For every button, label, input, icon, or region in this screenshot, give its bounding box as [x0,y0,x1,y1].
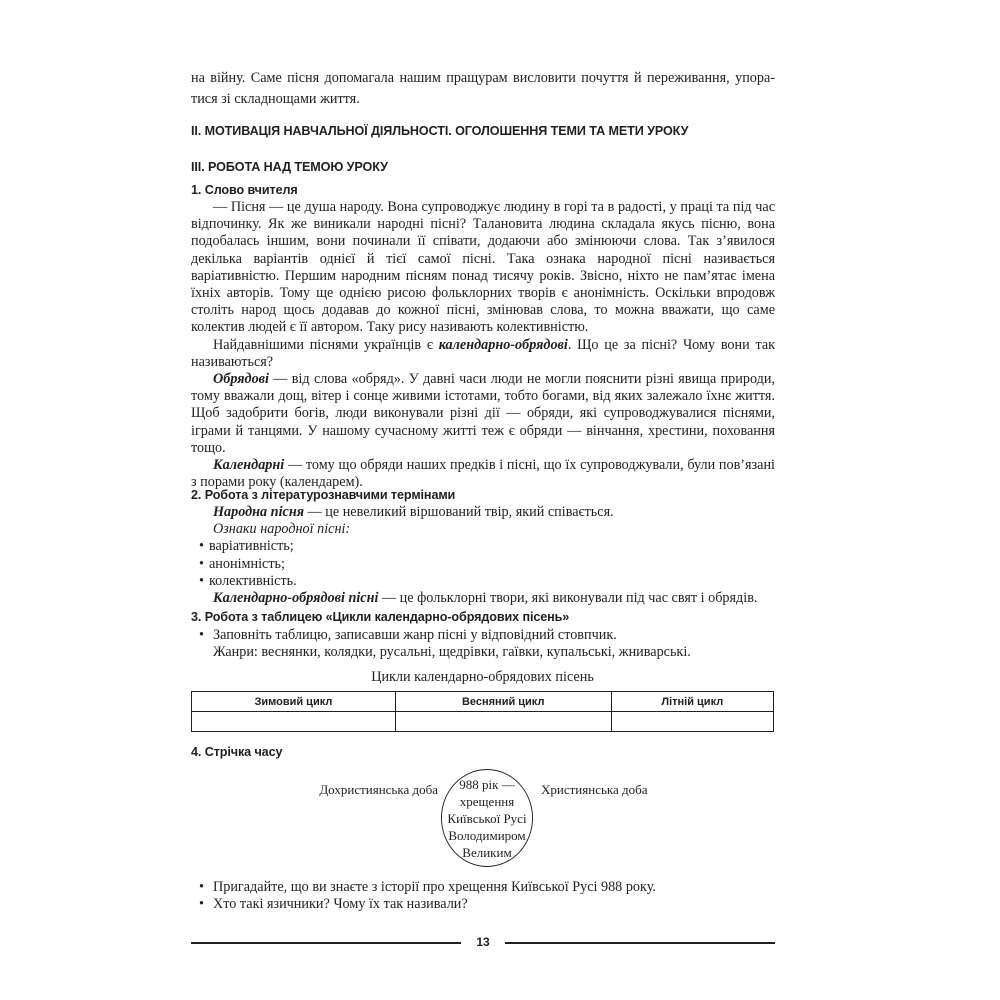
questions-list [191,879,775,913]
timeline-line: Київської Русі [447,811,527,826]
paragraph-song-soul: — Пісня — це душа народу. Вона супроводжує людину в горі та в радості, у праці та під час відпочинку. Як же виникали народні пісні? Талановита людина складала якусь пісню, вона подобалась іншим, вони починали її співати, додаючи або змінюючи слова. Так з’явилося декілька варіантів однієї й тієї самої пісні. Така ознака народної пісні називається варіативністю. Першим народним пісням понад тисячу років. Звісно, ніхто не пам’ятає імена їхніх авторів. Тому ще однією рисою фольклорних творів є анонімність. Оскільки впродовж століть народ щось додавав до кожної пісні, змінював слова, то можна вважати, що саме колектив людей є її автором. Таку рису називають колективністю. [191,199,775,336]
timeline-line: Великим [462,845,512,860]
subsection-4-heading: 4. Стрічка часу [191,745,283,759]
term-calendar-ritual-songs: Календарно-обрядові пісні [213,590,379,607]
term-calendar-ritual: календарно-обрядові [438,336,568,353]
text: — це фольклорні твори, які виконували під час свят і обрядів. [378,590,758,607]
term-folk-song: Народна пісня [213,504,304,520]
question-item: • Хто такі язичники? Чому їх так називали? [191,896,775,913]
timeline-left-label: Дохристиянська доба [319,782,438,797]
table-cell[interactable] [395,712,611,732]
table-cell[interactable] [611,712,773,732]
column-header: Літній цикл [611,692,773,712]
text: . Що це за пісні? Чому вони так називаються? [191,336,776,370]
feature-item: • колективність. [191,573,775,590]
paragraph-ritual [191,371,775,457]
timeline-line: 988 рік — [459,777,515,792]
footer-rule-right [505,942,775,944]
definition-calendar-ritual-songs [191,590,775,607]
column-header: Весняний цикл [395,692,611,712]
text: Найдавнішими піснями українців є [213,336,439,353]
text: — від слова «обряд». У давні часи люди не могли пояснити різні явища природи, тому вважали дощ, вітер і сонце живими істотами, тобто богами, від яких залежало їхнє життя. Щоб задобрити богів, люди виконували різні дії — обряди, які супроводжувалися піснями, іграми й танцями. У нашому сучасному житті теж є обряди — вінчання, хрестини, поховання тощо. [191,371,775,456]
intro-line-2: тися зі складнощами життя. [191,91,360,108]
page-number: 13 [476,935,490,949]
features-label: Ознаки народної пісні: [213,521,351,538]
feature-item: • анонімність; [191,556,775,573]
genres-line: Жанри: веснянки, колядки, русальні, щедрівки, гаївки, купальські, жниварські. [213,644,691,661]
table-header-row [192,692,774,712]
text: — це невеликий віршований твір, який співається. [304,504,614,520]
text: — тому що обряди наших предків і пісні, що їх супроводжували, були пов’язані з порами року (календарем). [191,457,775,491]
intro-line-1: на війну. Саме пісня допомагала нашим пращурам висловити почуття й переживання, упора- [191,70,775,86]
timeline-center-text [437,776,537,861]
footer-rule-left [191,942,461,944]
section-2-heading: II. МОТИВАЦІЯ НАВЧАЛЬНОЇ ДІЯЛЬНОСТІ. ОГОЛОШЕННЯ ТЕМИ ТА МЕТИ УРОКУ [191,124,689,138]
feature-item: • варіативність; [191,538,775,555]
timeline-right-label: Християнська доба [541,782,648,797]
teacher-speech [191,199,775,491]
definition-folk-song [191,504,775,521]
terms-block [191,504,775,607]
term-calendar: Календарні [213,457,285,474]
subsection-2-heading: 2. Робота з літературознавчими термінами [191,488,456,502]
cycles-table [191,691,774,732]
column-header: Зимовий цикл [192,692,396,712]
timeline-line: хрещення [459,794,515,809]
table-title: Цикли календарно-обрядових пісень [371,669,594,685]
paragraph-calendar [191,457,775,491]
question-item: • Пригадайте, що ви знаєте з історії про хрещення Київської Русі 988 року. [191,879,775,896]
intro-paragraph [191,70,775,108]
timeline-line: Володимиром [448,828,526,843]
term-ritual: Обрядові [213,371,269,388]
paragraph-oldest-songs [191,337,775,371]
subsection-1-heading: 1. Слово вчителя [191,183,298,197]
table-empty-row [192,712,774,732]
table-task [191,627,775,661]
section-3-heading: III. РОБОТА НАД ТЕМОЮ УРОКУ [191,160,388,174]
subsection-3-heading: 3. Робота з таблицею «Цикли календарно-обрядових пісень» [191,610,570,624]
task-item: • Заповніть таблицю, записавши жанр пісні у відповідний стовпчик. [191,627,775,644]
table-cell[interactable] [192,712,396,732]
